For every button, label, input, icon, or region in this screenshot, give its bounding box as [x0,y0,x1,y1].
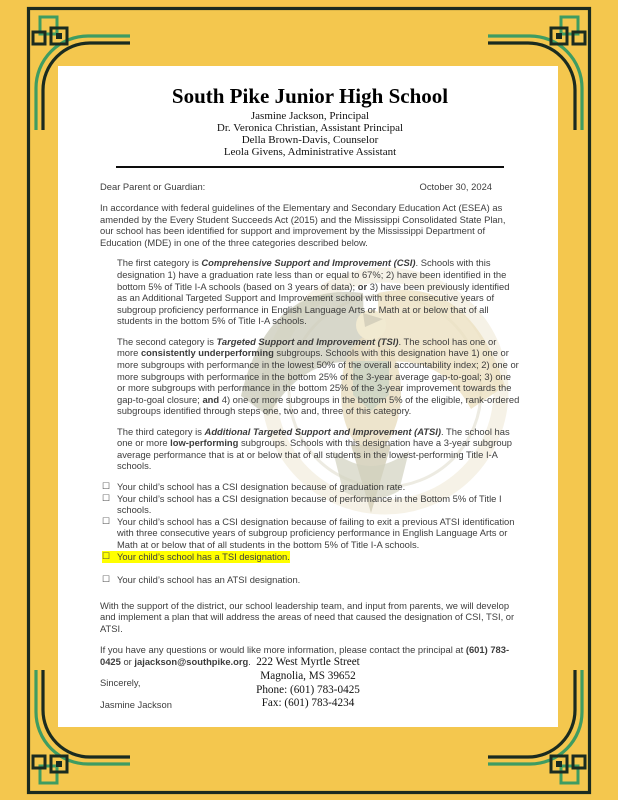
address-street: 222 West Myrtle Street [256,656,360,668]
letter-paper [58,66,558,727]
checkbox-empty-icon: ☐ [102,492,111,503]
letter-date: October 30, 2024 [419,180,492,192]
checklist-item-atsi: ☐ Your child’s school has an ATSI designation. [102,573,301,585]
staff-list [100,111,520,159]
school-name-heading: South Pike Junior High School [171,84,449,108]
letter-content [58,66,558,710]
staff-line-counselor: Della Brown-Davis, Counselor [241,133,379,146]
school-address-footer [58,656,558,711]
designation-checklist [100,481,520,586]
staff-line-assistant-principal: Dr. Veronica Christian, Assistant Principal [216,121,404,134]
checklist-item-tsi [102,550,520,563]
plan-paragraph: With the support of the district, our school leadership team, and input from parents, we will develop and implement a plan that will address the areas of need that caused the designation of CSI, TSI, or ATSI. [100,599,515,634]
contact-paragraph: If you have any questions or would like more information, please contact the principal at (601) 783-0425 or jajackson@southpike.org. [100,644,510,667]
checkbox-empty-icon: ☐ [102,551,111,562]
checkbox-empty-icon: ☐ [102,515,111,526]
checklist-item-csi-graduation: ☐ Your child’s school has a CSI designation because of graduation rate. [102,481,406,492]
salutation: Dear Parent or Guardian: [100,180,206,192]
staff-line-admin-assistant: Leola Givens, Administrative Assistant [223,145,397,158]
address-city: Magnolia, MS 39652 [260,669,356,682]
checkbox-empty-icon: ☐ [102,573,111,584]
highlighted-tsi-text: Your child’s school has a TSI designation. [117,551,290,563]
salutation-row [100,181,520,193]
checkbox-empty-icon: ☐ [102,481,111,491]
tsi-category-paragraph: The second category is Targeted Support and Improvement (TSI). The school has one or more consistently underperforming subgroups. Schools with this designation have 1) one or more subgroups with performance in the lowest 50% of the overall accountability index; 2) one or more subgroups with performance in the bottom 25% of the 3-year average gap-to-goal; 3) one or more subgroups with performance in the bottom 25% of the 3-year improvement towards the gap-to-goal closure; and 4) one or more subgroups in the bottom 5% of the eligible, rank-ordered subgroups identified through steps one, two and, three of this category. [117,335,520,417]
checklist-item-csi-atsi-exit: ☐ Your child’s school has a CSI designation because of failing to exit a previous ATSI identification with three consecutive years of subgroup proficiency performance in English Language Arts or Math at or below that of all students in the bottom 5% of Title I-A schools. [102,515,515,550]
sign-off: Sincerely, [100,677,141,689]
header-divider [116,166,504,168]
atsi-category-paragraph: The third category is Additional Targeted Support and Improvement (ATSI). The school has one or more low-performing subgroups. Schools with this designation have a 3-year subgroup average performance that is at or below that of all students in the lowest-performing Title I-A schools. [117,425,512,472]
staff-line-principal: Jasmine Jackson, Principal [250,110,370,122]
fax-number: Fax: (601) 783-4234 [261,697,355,710]
signature-name: Jasmine Jackson [100,698,172,710]
checklist-item-csi-bottom5: ☐ Your child’s school has a CSI designation because of performance in the Bottom 5% of Title I schools. [102,492,502,516]
phone-number: Phone: (601) 783-0425 [256,683,360,696]
intro-paragraph: In accordance with federal guidelines of the Elementary and Secondary Education Act (ESEA) as amended by the Every Student Succeeds Act (2015) and the Mississippi Consolidated State Plan, our school has been identified for support and improvement by the Mississippi Department of Education (MDE) in one of the three categories described below. [100,202,506,248]
csi-category-paragraph: The first category is Comprehensive Support and Improvement (CSI). Schools with this designation 1) have a graduation rate less than or equal to 67%; 2) have been identified in the bottom 5% of Title I-A schools (based on 3 years of data); or 3) have been previously identified as an Additional Targeted Support and Improvement school with three consecutive years of subgroup proficiency performance in English Language Arts or Math at or below that of all students in the bottom 5% of Title I-A schools. [117,257,510,327]
